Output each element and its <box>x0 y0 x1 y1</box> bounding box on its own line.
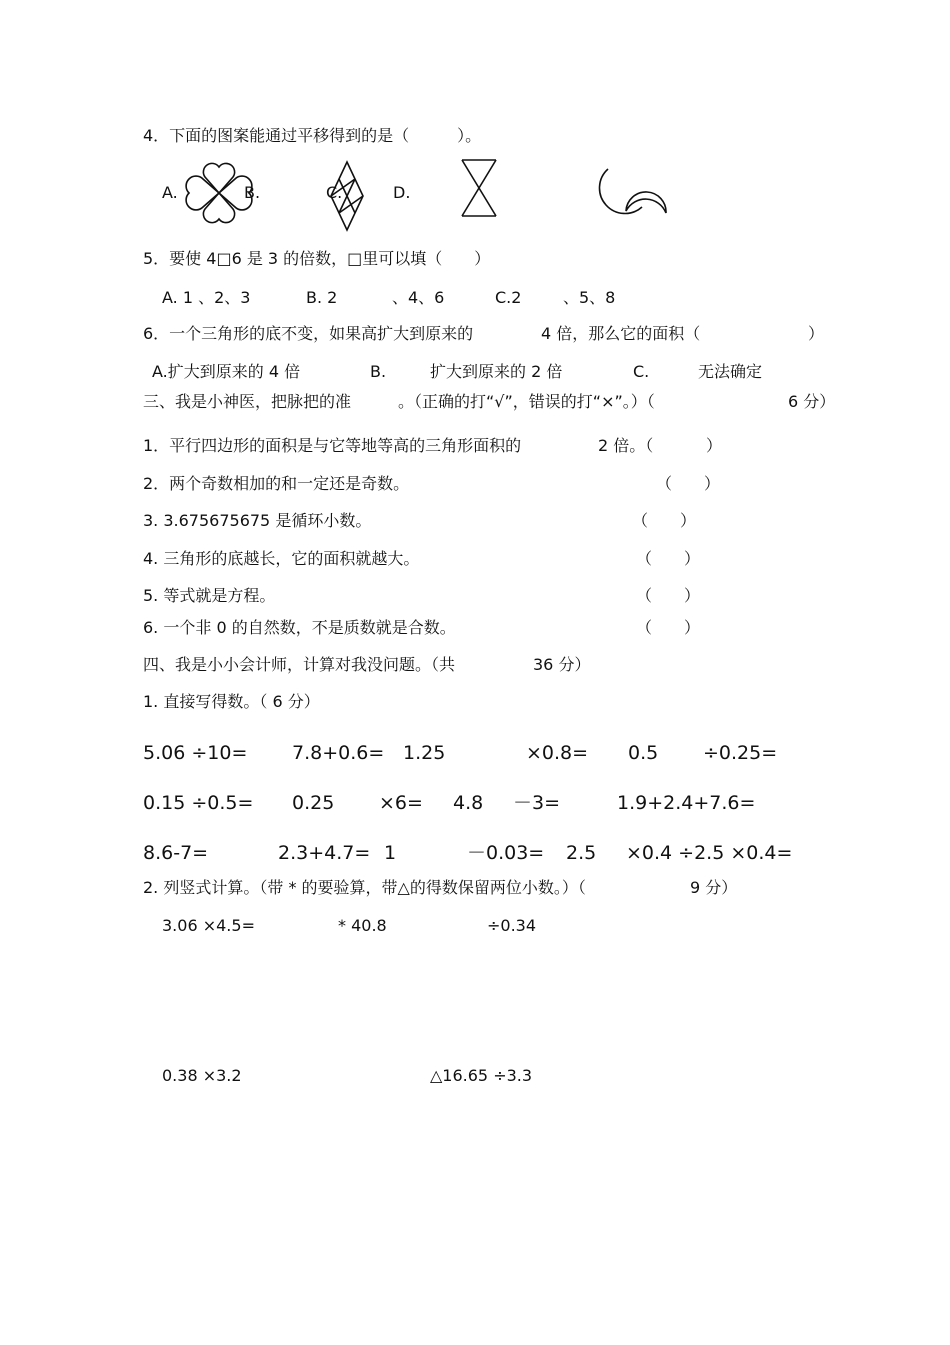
q6-stem-end: ） <box>808 324 825 343</box>
vertical-calc-2b: ÷0.34 <box>487 916 537 935</box>
calc-r1-3: 1.25 <box>403 742 446 764</box>
calc-r1-4: ×0.8= <box>526 742 589 764</box>
q5-stem: 5．要使 4□6 是 3 的倍数，□里可以填（ ） <box>143 249 491 268</box>
q6-option-c-label: C. <box>633 362 650 381</box>
calc-r1-1: 5.06 ÷10= <box>143 742 248 764</box>
section3-score: 6 分） <box>788 392 836 411</box>
judge-item-4: 4. 三角形的底越长，它的面积就越大。 <box>143 549 420 568</box>
vertical-calc-3: 0.38 ×3.2 <box>162 1066 242 1085</box>
clover-leaf-top <box>203 163 234 193</box>
judge-item-1: 1．平行四边形的面积是与它等地等高的三角形面积的 <box>143 436 522 455</box>
calc-r3-6: ×0.4 ÷2.5 ×0.4= <box>626 842 793 864</box>
clover-leaf-bottom <box>203 193 234 223</box>
crescent-2 <box>626 192 666 213</box>
vertical-calc-1: 3.06 ×4.5= <box>162 916 255 935</box>
crescent-1 <box>600 169 642 213</box>
double-crescent-moon-icon <box>586 163 666 223</box>
calc-r1-5: 0.5 <box>628 742 659 764</box>
judge-item-3-paren: （ ） <box>632 511 697 530</box>
judge-item-6: 6. 一个非 0 的自然数，不是质数就是合数。 <box>143 618 456 637</box>
calc-r3-3: 1 <box>384 842 397 864</box>
q6-option-c-text: 无法确定 <box>698 362 763 381</box>
section4-sub1: 1. 直接写得数。（ 6 分） <box>143 692 320 711</box>
hourglass-icon <box>460 158 498 218</box>
calc-r2-6: 1.9+2.4+7.6= <box>617 792 756 814</box>
section3-title-end: 。（正确的打“√”，错误的打“×”。）（ <box>398 392 655 411</box>
judge-item-4-paren: （ ） <box>636 549 701 568</box>
q6-option-a: A.扩大到原来的 4 倍 <box>152 362 301 381</box>
vertical-calc-2a: * 40.8 <box>338 916 387 935</box>
q4-option-d-label: D. <box>393 183 411 202</box>
q6-stem-mid: 4 倍，那么它的面积（ <box>541 324 701 343</box>
q5-option-c-rest: 、5、8 <box>563 288 616 307</box>
q5-option-c-label: C.2 <box>495 288 522 307</box>
q6-option-b-text: 扩大到原来的 2 倍 <box>430 362 563 381</box>
judge-item-1-paren-end: ） <box>706 436 723 455</box>
rhombus-grid-icon <box>329 160 365 232</box>
q5-option-b-label: B. 2 <box>306 288 338 307</box>
q6-stem: 6．一个三角形的底不变，如果高扩大到原来的 <box>143 324 474 343</box>
calc-r2-5: －3= <box>513 792 561 814</box>
judge-item-5-paren: （ ） <box>636 586 701 605</box>
judge-item-3: 3. 3.675675675 是循环小数。 <box>143 511 372 530</box>
judge-item-1-tail: 2 倍。（ <box>598 436 654 455</box>
judge-item-2: 2．两个奇数相加的和一定还是奇数。 <box>143 474 410 493</box>
calc-r2-4: 4.8 <box>453 792 484 814</box>
q5-option-a: A. 1 、2、3 <box>162 288 251 307</box>
calc-r3-2: 2.3+4.7= <box>278 842 371 864</box>
calc-r2-2: 0.25 <box>292 792 335 814</box>
q6-option-b-label: B. <box>370 362 387 381</box>
vertical-calc-4: △16.65 ÷3.3 <box>430 1066 533 1085</box>
section4-score: 36 分） <box>533 655 591 674</box>
calc-r2-3: ×6= <box>379 792 423 814</box>
section4-sub2-score: 9 分） <box>690 878 738 897</box>
judge-item-6-paren: （ ） <box>636 618 701 637</box>
q4-option-c-label: C. <box>326 183 343 202</box>
q4-option-a-label: A. <box>162 183 178 202</box>
calc-r2-1: 0.15 ÷0.5= <box>143 792 254 814</box>
calc-r3-1: 8.6-7= <box>143 842 209 864</box>
q5-option-b-rest: 、4、6 <box>392 288 445 307</box>
calc-r1-6: ÷0.25= <box>703 742 778 764</box>
section4-sub2: 2. 列竖式计算。（带 * 的要验算，带△的得数保留两位小数。）（ <box>143 878 586 897</box>
calc-r1-2: 7.8+0.6= <box>292 742 385 764</box>
section3-title: 三、我是小神医，把脉把的准 <box>143 392 352 411</box>
q4-option-b-label: B. <box>244 183 261 202</box>
q4-stem: 4．下面的图案能通过平移得到的是（ ）。 <box>143 126 482 145</box>
section4-title: 四、我是小小会计师，计算对我没问题。（共 <box>143 655 456 674</box>
clover-leaf-left <box>186 176 219 210</box>
calc-r3-5: 2.5 <box>566 842 597 864</box>
judge-item-2-paren: （ ） <box>656 474 721 493</box>
calc-r3-4: －0.03= <box>467 842 545 864</box>
judge-item-5: 5. 等式就是方程。 <box>143 586 276 605</box>
